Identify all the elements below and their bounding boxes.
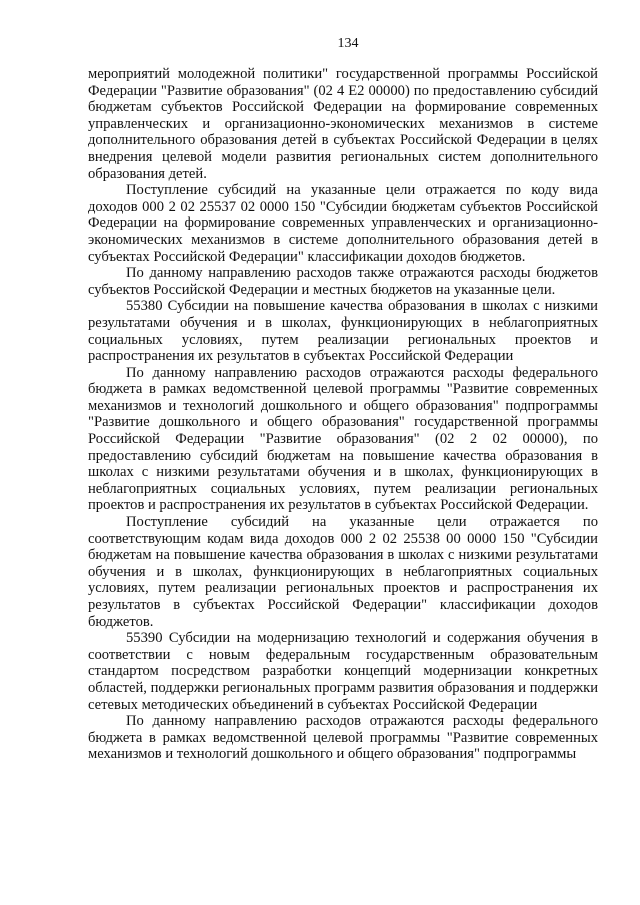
document-body [88,66,598,763]
paragraph-direction-55390: По данному направлению расходов отражаются расходы федерального бюджета в рамках ведомственной целевой программы "Развитие современных механизмов и технологий дошкольного и общего образования" подпрограммы [88,713,598,763]
paragraph-receipt-25538: Поступление субсидий на указанные цели отражается по соответствующим кодам вида доходов 000 2 02 25538 00 0000 150 "Субсидии бюджетам на повышение качества образования в школах с низкими результатами обучения и в школах, функционирующих в неблагоприятных социальных условиях, путем реализации региональных проектов и распространения их результатов в субъектах Российской Федерации" классификации доходов бюджетов. [88,514,598,630]
paragraph-heading-55380: 55380 Субсидии на повышение качества образования в школах с низкими результатами обучения и в школах, функционирующих в неблагоприятных социальных условиях, путем реализации региональных проектов и распространения их результатов в субъектах Российской Федерации [88,298,598,365]
paragraph-direction-55380: По данному направлению расходов отражаются расходы федерального бюджета в рамках ведомственной целевой программы "Развитие современных механизмов и технологий дошкольного и общего образования" подпрограммы "Развитие дошкольного и общего образования" государственной программы Российской Федерации "Развитие образования" (02 2 02 00000), по предоставлению субсидий бюджетам на повышение качества образования в школах с низкими результатами обучения и в школах, функционирующих в неблагоприятных социальных условиях, путем реализации региональных проектов и распространения их результатов в субъектах Российской Федерации. [88,364,598,514]
paragraph-regional-expenses: По данному направлению расходов также отражаются расходы бюджетов субъектов Российской Федерации и местных бюджетов на указанные цели. [88,265,598,298]
paragraph-receipt-25537: Поступление субсидий на указанные цели отражается по коду вида доходов 000 2 02 25537 02 0000 150 "Субсидии бюджетам субъектов Российской Федерации на формирование современных управленческих и организационно-экономических механизмов в системе дополнительного образования детей в субъектах Российской Федерации" классификации доходов бюджетов. [88,182,598,265]
paragraph-continuation: мероприятий молодежной политики" государственной программы Российской Федерации "Развитие образования" (02 4 Е2 00000) по предоставлению субсидий бюджетам субъектов Российской Федерации на формирование современных управленческих и организационно-экономических механизмов в системе дополнительного образования детей в субъектах Российской Федерации в целях внедрения целевой модели развития региональных систем дополнительного образования детей. [88,66,598,182]
paragraph-heading-55390: 55390 Субсидии на модернизацию технологий и содержания обучения в соответствии с новым федеральным государственным образовательным стандартом посредством разработки концепций модернизации конкретных областей, поддержки региональных программ развития образования и поддержки сетевых методических объединений в субъектах Российской Федерации [88,630,598,713]
page-number: 134 [337,36,359,51]
